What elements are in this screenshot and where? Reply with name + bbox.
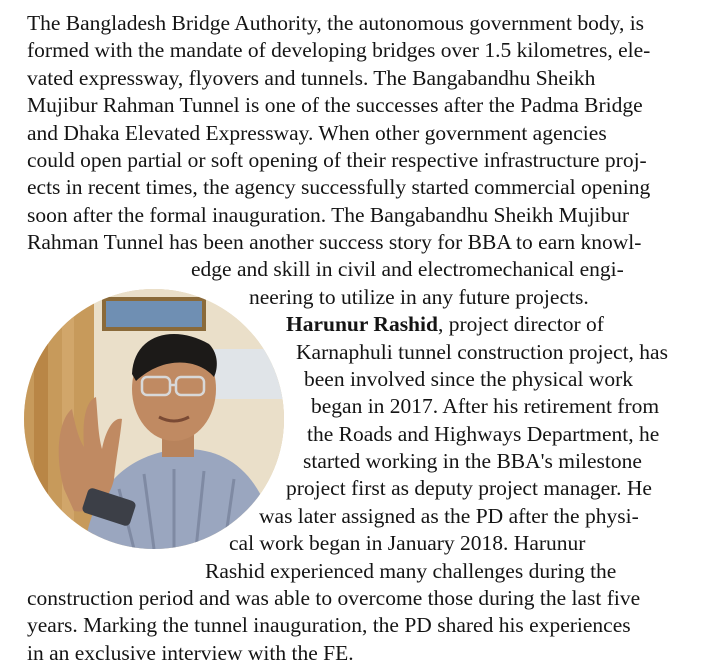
text-line: could open partial or soft opening of their respective infrastructure proj- bbox=[27, 147, 647, 172]
text-line: Karnaphuli tunnel construction project, has bbox=[296, 339, 668, 364]
person-name: Harunur Rashid bbox=[286, 312, 438, 337]
text-line: years. Marking the tunnel inauguration, the PD shared his experiences bbox=[27, 613, 631, 638]
text-line: Mujibur Rahman Tunnel is one of the successes after the Padma Bridge bbox=[27, 93, 643, 118]
text-line: the Roads and Highways Department, he bbox=[307, 421, 660, 446]
text-line: was later assigned as the PD after the physi- bbox=[259, 503, 639, 528]
text-line: formed with the mandate of developing bridges over 1.5 kilometres, ele- bbox=[27, 38, 651, 63]
text-line: and Dhaka Elevated Expressway. When other government agencies bbox=[27, 120, 607, 145]
text-line: been involved since the physical work bbox=[304, 366, 633, 391]
text-line: construction period and was able to overcome those during the last five bbox=[27, 585, 641, 610]
text-line: The Bangladesh Bridge Authority, the autonomous government body, is bbox=[27, 11, 645, 35]
text-line: began in 2017. After his retirement from bbox=[311, 394, 660, 419]
text-line: project first as deputy project manager. He bbox=[286, 476, 652, 501]
text-line: edge and skill in civil and electromechanical engi- bbox=[191, 257, 624, 282]
text-line: ects in recent times, the agency successfully started commercial opening bbox=[27, 175, 651, 200]
text-line: cal work began in January 2018. Harunur bbox=[229, 531, 586, 556]
text-line: soon after the formal inauguration. The Bangabandhu Sheikh Mujibur bbox=[27, 202, 630, 227]
text-line-name bbox=[286, 310, 604, 338]
text-line-last: in an exclusive interview with the FE. bbox=[27, 640, 354, 665]
text-line: Rahman Tunnel has been another success story for BBA to earn knowl- bbox=[27, 230, 642, 255]
text-line: neering to utilize in any future projects. bbox=[249, 284, 589, 309]
portrait-photo bbox=[24, 289, 284, 549]
portrait-illustration bbox=[24, 289, 284, 549]
text-line: Rashid experienced many challenges during the bbox=[205, 558, 617, 583]
person-title: , project director of bbox=[437, 312, 604, 337]
text-line: vated expressway, flyovers and tunnels. The Bangabandhu Sheikh bbox=[27, 65, 596, 90]
text-line: started working in the BBA's milestone bbox=[303, 449, 642, 474]
